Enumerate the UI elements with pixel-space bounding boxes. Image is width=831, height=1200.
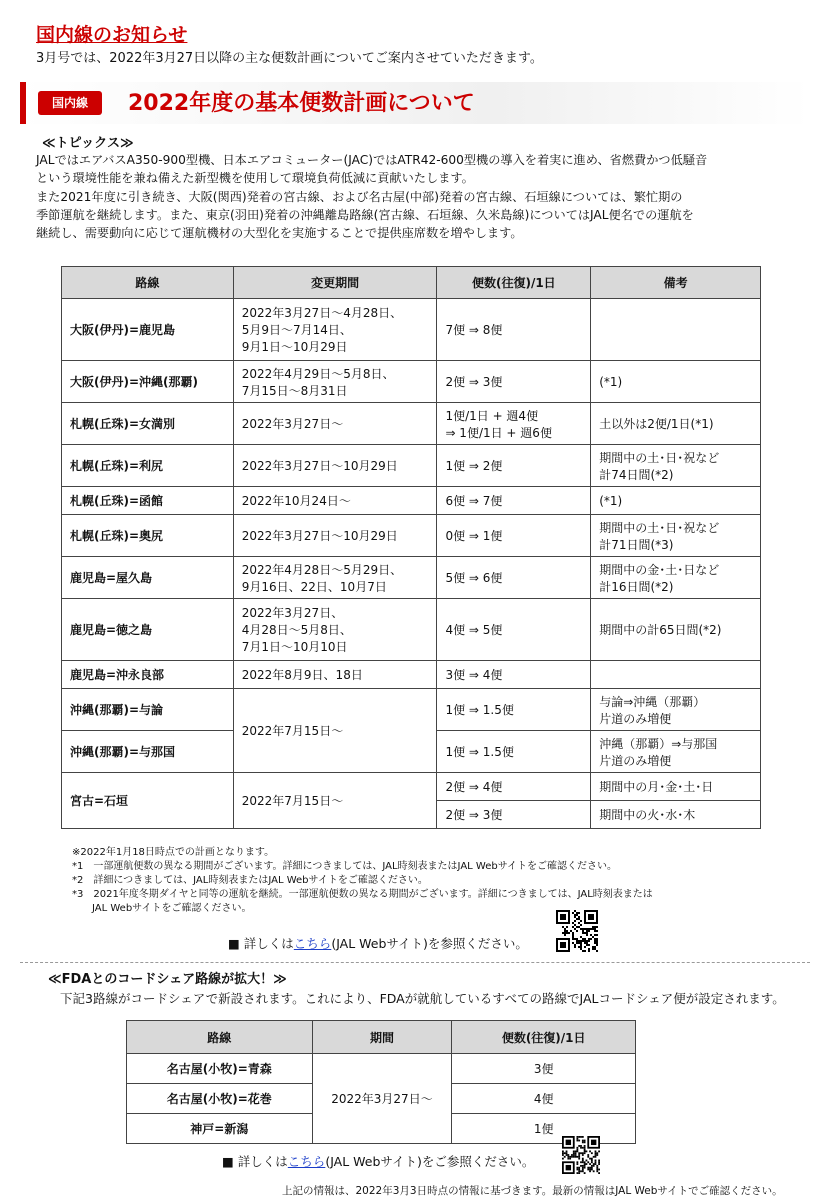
table-row	[62, 689, 761, 731]
flights-line: 7便 ⇒ 8便	[445, 323, 503, 337]
banner-accent-bar	[20, 82, 26, 124]
note-cell-line: 期間中の月･金･土･日	[599, 780, 714, 794]
fda-text: 下記3路線がコードシェアで新設されます。これにより、FDAが就航しているすべての路線でJALコードシェア便が設定されます。	[60, 991, 785, 1006]
period-line: 9月16日、22日、10月7日	[241, 579, 387, 594]
period-cell	[233, 661, 437, 689]
detail-line-1	[228, 934, 528, 952]
note-cell-line: 計74日間(*2)	[599, 467, 674, 482]
period-cell	[233, 515, 437, 557]
footer-note: 上記の情報は、2022年3月3日時点の情報に基づきます。最新の情報はJAL Webサイトでご確認ください。	[282, 1185, 783, 1197]
note-cell	[591, 445, 761, 487]
period-cell	[233, 299, 437, 361]
note-cell-line: 計16日間(*2)	[599, 579, 674, 594]
flights-line: 1便/1日 + 週4便	[445, 408, 539, 423]
note-cell-line: (*1)	[599, 493, 623, 508]
route-cell: 名古屋(小牧)=花巻	[127, 1084, 313, 1114]
note-cell-line: 沖縄（那覇）⇒与那国	[599, 736, 718, 751]
flights-cell: 4便	[452, 1084, 636, 1114]
table-row	[62, 661, 761, 689]
topics-line: JALではエアバスA350-900型機、日本エアコミューター(JAC)ではATR42-600型機の導入を着実に進め、省燃費かつ低騒音	[36, 153, 708, 167]
flights-cell	[437, 299, 591, 361]
note-cell	[591, 403, 761, 445]
flights-line: 0便 ⇒ 1便	[445, 529, 503, 543]
note-line: *1 一部運航便数の異なる期間がございます。詳細につきましては、JAL時刻表またはJAL Webサイトをご確認ください。	[72, 861, 618, 872]
note-cell	[591, 515, 761, 557]
qr-code-icon[interactable]	[562, 1136, 600, 1174]
flights-cell	[437, 599, 591, 661]
period-cell	[233, 403, 437, 445]
note-cell	[591, 361, 761, 403]
flights-cell	[437, 661, 591, 689]
period-line: 7月1日～10月10日	[241, 640, 348, 654]
period-cell	[233, 773, 437, 829]
flights-cell	[437, 445, 591, 487]
note-cell	[591, 299, 761, 361]
column-header: 便数(往復)/1日	[437, 267, 591, 299]
column-header: 備考	[591, 267, 761, 299]
topics-line: 季節運航を継続します。また、東京(羽田)発着の沖縄離島路線(宮古線、石垣線、久米島線)についてはJAL便名での運航を	[36, 207, 694, 222]
topics-line: という環境性能を兼ね備えた新型機を使用して環境負荷低減に貢献いたします。	[36, 171, 474, 186]
flight-plan-table	[61, 266, 761, 829]
period-line: 5月9日～7月14日、	[241, 323, 352, 337]
table-row	[62, 361, 761, 403]
period-line: 4月28日～5月8日、	[241, 623, 352, 637]
topics-line: また2021年度に引き続き、大阪(関西)発着の宮古線、および名古屋(中部)発着の宮古線、石垣線については、繁忙期の	[36, 189, 683, 204]
note-cell-line: 期間中の金･土･日など	[599, 562, 720, 577]
flights-line: 6便 ⇒ 7便	[445, 494, 503, 508]
flights-line: 4便 ⇒ 5便	[445, 623, 503, 637]
flights-cell	[437, 515, 591, 557]
period-line: 2022年4月28日～5月29日、	[241, 562, 403, 577]
route-cell: 神戸=新潟	[127, 1114, 313, 1144]
note-line: JAL Webサイトをご確認ください。	[72, 903, 252, 914]
table-row	[62, 487, 761, 515]
detail-prefix: ■ 詳しくは	[228, 936, 294, 951]
period-line: 2022年7月15日～	[241, 794, 344, 808]
period-line: 2022年7月15日～	[241, 724, 344, 738]
flights-cell	[437, 487, 591, 515]
note-cell-line: 期間中の火･水･木	[599, 808, 696, 822]
period-line: 9月1日～10月29日	[241, 340, 348, 354]
route-cell: 鹿児島=屋久島	[62, 557, 234, 599]
route-cell: 沖縄(那覇)=与論	[62, 689, 234, 731]
table-row	[62, 557, 761, 599]
note-cell	[591, 661, 761, 689]
fda-heading: ≪FDAとのコードシェア路線が拡大！≫	[48, 972, 287, 987]
period-cell	[233, 689, 437, 773]
topics-line: 継続し、需要動向に応じて運航機材の大型化を実施することで提供座席数を増やします。	[36, 226, 523, 241]
route-cell: 大阪(伊丹)=沖縄(那覇)	[62, 361, 234, 403]
flights-line: 5便 ⇒ 6便	[445, 571, 503, 585]
flights-cell	[437, 403, 591, 445]
note-line: *3 2021年度冬期ダイヤと同等の運航を継続。一部運航便数の異なる期間がございます。詳細につきましては、JAL時刻表または	[72, 889, 653, 900]
flights-cell: 1便	[452, 1114, 636, 1144]
jal-web-link[interactable]: こちら	[287, 1154, 326, 1169]
period-line: 2022年3月27日、	[241, 606, 344, 620]
flights-cell	[437, 557, 591, 599]
table-row	[127, 1054, 636, 1084]
flights-line: ⇒ 1便/1日 + 週6便	[445, 425, 552, 440]
note-cell	[591, 557, 761, 599]
page-title: 国内線のお知らせ	[36, 24, 188, 46]
table-row	[62, 299, 761, 361]
period-cell	[233, 487, 437, 515]
route-cell: 沖縄(那覇)=与那国	[62, 731, 234, 773]
route-cell: 札幌(丘珠)=利尻	[62, 445, 234, 487]
note-cell-line: 与論⇒沖縄（那覇）	[599, 694, 706, 709]
note-cell	[591, 599, 761, 661]
column-header: 変更期間	[233, 267, 437, 299]
table-row	[62, 403, 761, 445]
detail-line-2	[222, 1152, 534, 1170]
route-cell: 札幌(丘珠)=函館	[62, 487, 234, 515]
section-heading: 2022年度の基本便数計画について	[128, 91, 475, 116]
table-header-row	[62, 267, 761, 299]
note-line: ※2022年1月18日時点での計画となります。	[72, 847, 275, 858]
flights-line: 2便 ⇒ 3便	[445, 808, 503, 822]
period-line: 2022年4月29日～5月8日、	[241, 366, 395, 381]
flights-line: 2便 ⇒ 4便	[445, 780, 503, 794]
column-header: 路線	[62, 267, 234, 299]
note-cell-line: (*1)	[599, 374, 623, 389]
note-cell	[591, 773, 761, 801]
note-cell-line: 土以外は2便/1日(*1)	[599, 417, 714, 431]
table-row	[62, 773, 761, 801]
column-header: 期間	[312, 1021, 452, 1054]
route-cell: 札幌(丘珠)=女満別	[62, 403, 234, 445]
period-line: 2022年3月27日～10月29日	[241, 459, 398, 473]
period-cell	[233, 361, 437, 403]
table-row	[62, 599, 761, 661]
period-line: 7月15日～8月31日	[241, 383, 348, 398]
qr-code-icon[interactable]	[556, 910, 598, 952]
table-header-row	[127, 1021, 636, 1054]
detail-suffix: (JAL Webサイト)を参照ください。	[331, 936, 528, 951]
period-cell	[233, 557, 437, 599]
note-cell	[591, 689, 761, 731]
table-row	[62, 515, 761, 557]
route-cell: 札幌(丘珠)=奥尻	[62, 515, 234, 557]
intro-text: 3月号では、2022年3月27日以降の主な便数計画についてご案内させていただきます。	[36, 51, 543, 66]
jal-web-link[interactable]: こちら	[293, 936, 332, 951]
note-cell-line: 計71日間(*3)	[599, 537, 674, 552]
period-cell: 2022年3月27日～	[312, 1054, 452, 1144]
period-cell	[233, 599, 437, 661]
flights-cell: 3便	[452, 1054, 636, 1084]
flights-cell	[437, 731, 591, 773]
domestic-badge: 国内線	[38, 91, 102, 115]
flights-cell	[437, 801, 591, 829]
topics-body	[36, 151, 816, 242]
note-cell	[591, 487, 761, 515]
route-cell: 鹿児島=徳之島	[62, 599, 234, 661]
note-cell-line: 期間中の土･日･祝など	[599, 520, 720, 535]
period-line: 2022年8月9日、18日	[241, 668, 363, 682]
route-cell: 鹿児島=沖永良部	[62, 661, 234, 689]
note-line: *2 詳細につきましては、JAL時刻表またはJAL Webサイトをご確認ください。	[72, 875, 428, 886]
period-line: 2022年10月24日～	[241, 494, 351, 508]
section-divider	[20, 962, 810, 963]
route-cell: 大阪(伊丹)=鹿児島	[62, 299, 234, 361]
flights-line: 3便 ⇒ 4便	[445, 668, 503, 682]
table-notes	[72, 846, 653, 916]
topics-heading: ≪トピックス≫	[42, 136, 134, 151]
flights-cell	[437, 361, 591, 403]
flights-cell	[437, 773, 591, 801]
table-row	[62, 445, 761, 487]
column-header: 路線	[127, 1021, 313, 1054]
detail-prefix: ■ 詳しくは	[222, 1154, 288, 1169]
period-line: 2022年3月27日～4月28日、	[241, 306, 403, 320]
flights-cell	[437, 689, 591, 731]
column-header: 便数(往復)/1日	[452, 1021, 636, 1054]
codeshare-table	[126, 1020, 636, 1144]
flights-line: 1便 ⇒ 1.5便	[445, 745, 514, 759]
period-line: 2022年3月27日～	[241, 417, 344, 431]
note-cell	[591, 801, 761, 829]
flights-line: 1便 ⇒ 1.5便	[445, 703, 514, 717]
note-cell-line: 期間中の計65日間(*2)	[599, 623, 722, 637]
flights-line: 1便 ⇒ 2便	[445, 459, 503, 473]
note-cell-line: 期間中の土･日･祝など	[599, 450, 720, 465]
note-cell-line: 片道のみ増便	[599, 753, 672, 768]
period-cell	[233, 445, 437, 487]
note-cell	[591, 731, 761, 773]
detail-suffix: (JAL Webサイト)をご参照ください。	[325, 1154, 535, 1169]
note-cell-line: 片道のみ増便	[599, 711, 672, 726]
route-cell: 宮古=石垣	[62, 773, 234, 829]
flights-line: 2便 ⇒ 3便	[445, 375, 503, 389]
route-cell: 名古屋(小牧)=青森	[127, 1054, 313, 1084]
period-line: 2022年3月27日～10月29日	[241, 529, 398, 543]
